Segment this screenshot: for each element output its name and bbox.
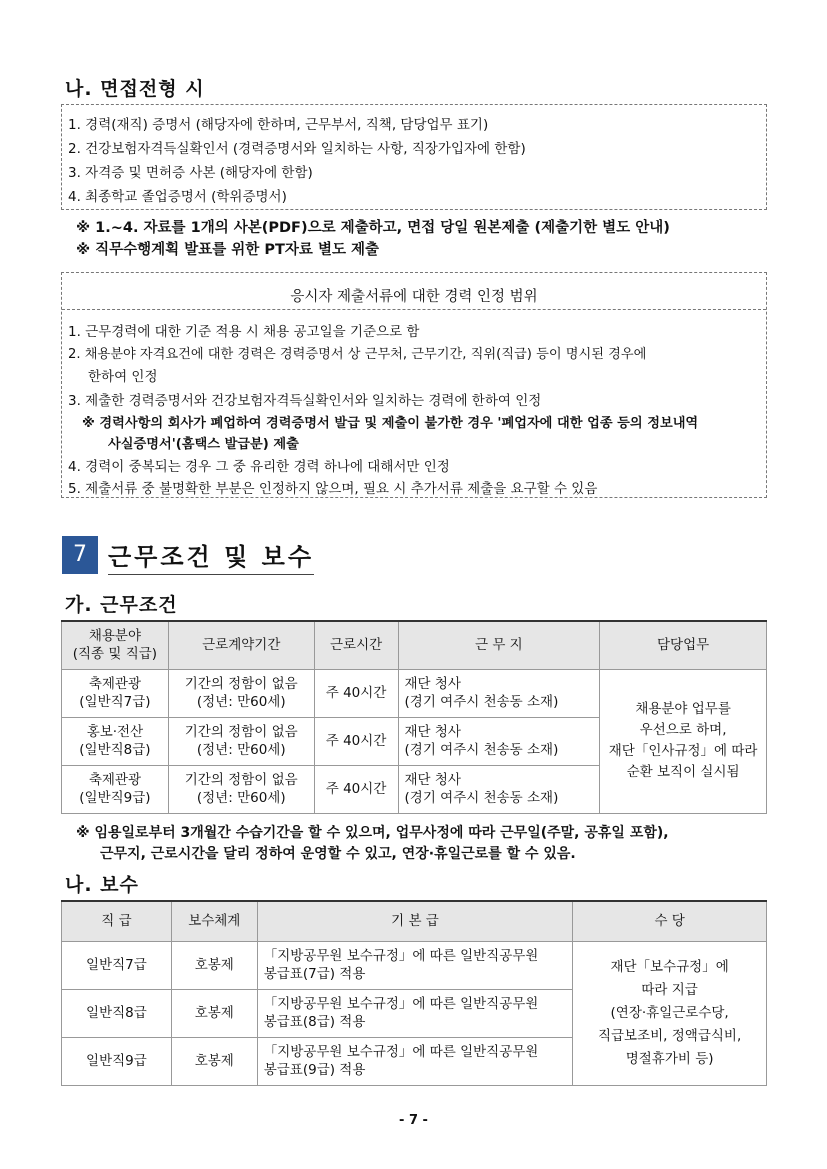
pay-heading: 나. 보수 — [65, 874, 139, 896]
divider — [62, 309, 766, 310]
hours-cell: 주 40시간 — [314, 717, 398, 765]
field-cell: 축제관광 (일반직9급) — [62, 765, 169, 813]
career-box-title: 응시자 제출서류에 대한 경력 인정 범위 — [290, 289, 538, 305]
base-cell: 「지방공무원 보수규정」에 따른 일반직공무원 봉급표(7급) 적용 — [257, 941, 573, 989]
conditions-note: 근무지, 근로시간을 달리 정하여 운영할 수 있고, 연장·휴일근로를 할 수 있음. — [100, 846, 576, 862]
page-number: - 7 - — [399, 1113, 428, 1128]
base-cell: 「지방공무원 보수규정」에 따른 일반직공무원 봉급표(9급) 적용 — [257, 1037, 573, 1085]
section-title: 근무조건 및 보수 — [108, 537, 314, 575]
field-cell: 홍보·전산 (일반직8급) — [62, 717, 169, 765]
conditions-heading: 가. 근무조건 — [65, 594, 178, 616]
conditions-note: ※ 임용일로부터 3개월간 수습기간을 할 수 있으며, 업무사정에 따라 근무일(주말, 공휴일 포함), — [76, 825, 669, 841]
place-cell: 재단 청사 (경기 여주시 천송동 소재) — [398, 765, 600, 813]
list-item: 3. 제출한 경력증명서와 건강보험자격득실확인서와 일치하는 경력에 한하여 인정 — [68, 393, 542, 409]
table-header-row — [62, 901, 767, 941]
list-item: 4. 최종학교 졸업증명서 (학위증명서) — [68, 189, 287, 205]
header-grade: 직 급 — [62, 901, 172, 941]
header-duty: 담당업무 — [600, 621, 767, 669]
interview-note: ※ 1.~4. 자료를 1개의 사본(PDF)으로 제출하고, 면접 당일 원본제출 (제출기한 별도 안내) — [76, 220, 670, 236]
header-system: 보수체계 — [171, 901, 257, 941]
period-cell: 기간의 정함이 없음 (정년: 만60세) — [168, 669, 314, 717]
interview-heading: 나. 면접전형 시 — [65, 78, 205, 100]
hours-cell: 주 40시간 — [314, 765, 398, 813]
header-field: 채용분야 (직종 및 직급) — [62, 621, 169, 669]
section-number: 7 — [62, 536, 98, 574]
list-item: 한하여 인정 — [88, 369, 158, 385]
list-item: 4. 경력이 중복되는 경우 그 중 유리한 경력 하나에 대해서만 인정 — [68, 459, 450, 475]
system-cell: 호봉제 — [171, 1037, 257, 1085]
header-hours: 근로시간 — [314, 621, 398, 669]
base-cell: 「지방공무원 보수규정」에 따른 일반직공무원 봉급표(8급) 적용 — [257, 989, 573, 1037]
grade-cell: 일반직8급 — [62, 989, 172, 1037]
interview-note: ※ 직무수행계획 발표를 위한 PT자료 별도 제출 — [76, 242, 380, 258]
career-note: 사실증명서'(홈택스 발급분) 제출 — [108, 437, 299, 452]
header-place: 근 무 지 — [398, 621, 600, 669]
table-row — [62, 941, 767, 989]
system-cell: 호봉제 — [171, 941, 257, 989]
header-period: 근로계약기간 — [168, 621, 314, 669]
list-item: 1. 근무경력에 대한 기준 적용 시 채용 공고일을 기준으로 함 — [68, 324, 420, 340]
conditions-table — [61, 620, 767, 814]
list-item: 3. 자격증 및 면허증 사본 (해당자에 한함) — [68, 165, 313, 181]
list-item: 2. 건강보험자격득실확인서 (경력증명서와 일치하는 사항, 직장가입자에 한함) — [68, 141, 526, 157]
duty-cell: 채용분야 업무를 우선으로 하며, 재단「인사규정」에 따라 순환 보직이 실시됨 — [600, 669, 767, 813]
place-cell: 재단 청사 (경기 여주시 천송동 소재) — [398, 669, 600, 717]
system-cell: 호봉제 — [171, 989, 257, 1037]
pay-table — [61, 900, 767, 1086]
hours-cell: 주 40시간 — [314, 669, 398, 717]
table-header-row — [62, 621, 767, 669]
interview-documents-box — [61, 104, 767, 210]
header-base: 기 본 급 — [257, 901, 573, 941]
period-cell: 기간의 정함이 없음 (정년: 만60세) — [168, 717, 314, 765]
allowance-cell: 재단「보수규정」에 따라 지급 (연장·휴일근로수당, 직급보조비, 정액급식비, 명절휴가비 등) — [573, 941, 767, 1085]
grade-cell: 일반직9급 — [62, 1037, 172, 1085]
place-cell: 재단 청사 (경기 여주시 천송동 소재) — [398, 717, 600, 765]
list-item: 1. 경력(재직) 증명서 (해당자에 한하며, 근무부서, 직책, 담당업무 표기) — [68, 117, 489, 133]
period-cell: 기간의 정함이 없음 (정년: 만60세) — [168, 765, 314, 813]
list-item: 2. 채용분야 자격요건에 대한 경력은 경력증명서 상 근무처, 근무기간, 직위(직급) 등이 명시된 경우에 — [68, 347, 647, 362]
career-recognition-box — [61, 272, 767, 498]
header-allowance: 수 당 — [573, 901, 767, 941]
career-note: ※ 경력사항의 회사가 폐업하여 경력증명서 발급 및 제출이 불가한 경우 '폐업자에 대한 업종 등의 정보내역 — [82, 416, 699, 431]
grade-cell: 일반직7급 — [62, 941, 172, 989]
list-item: 5. 제출서류 중 불명확한 부분은 인정하지 않으며, 필요 시 추가서류 제출을 요구할 수 있음 — [68, 481, 598, 497]
table-row — [62, 669, 767, 717]
field-cell: 축제관광 (일반직7급) — [62, 669, 169, 717]
